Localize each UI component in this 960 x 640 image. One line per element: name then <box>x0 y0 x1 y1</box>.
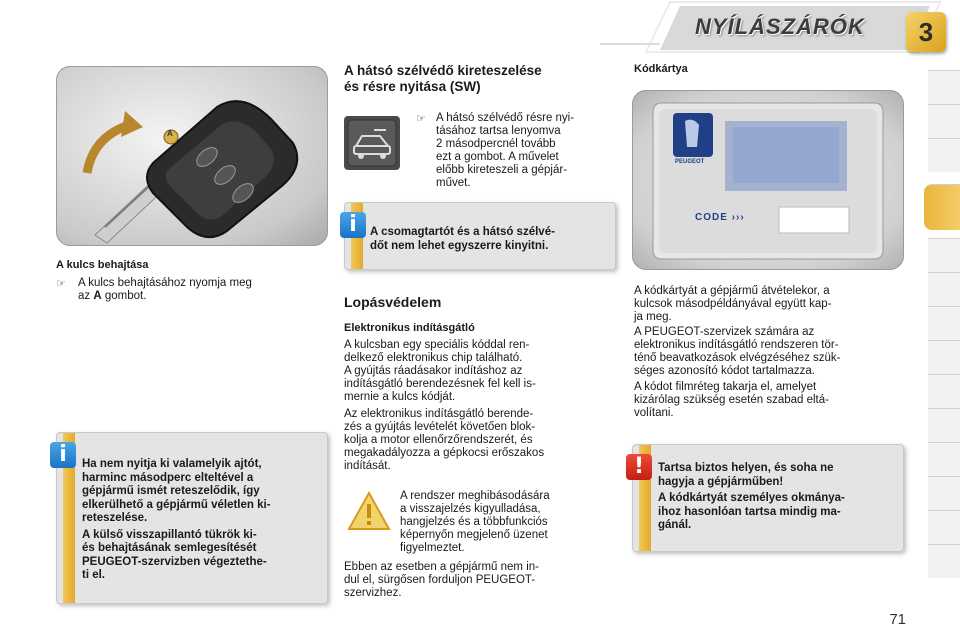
text-line: figyelmeztet. <box>400 542 465 554</box>
key-fold-line-2-suffix: gombot. <box>104 290 147 302</box>
heading-line: A hátsó szélvédő kireteszelése <box>344 63 542 78</box>
text-line: zés a gyújtás levételét követően blok- <box>344 421 536 433</box>
text-line: dul el, sürgősen forduljon PEUGEOT- <box>344 574 536 586</box>
chapter-tab[interactable] <box>928 476 960 510</box>
info-box-trunk-text <box>370 226 614 253</box>
immobiliser-para-2 <box>344 408 616 473</box>
text-line: A hátsó szélvédő résre nyi- <box>436 112 575 124</box>
chapter-tab[interactable] <box>928 238 960 272</box>
text-line: 2 másodpercnél tovább <box>436 138 556 150</box>
text-line: Az elektronikus indításgátló berende- <box>344 408 534 420</box>
info-line: PEUGEOT-szervizben végeztethe- <box>82 555 267 568</box>
code-card-para-1 <box>634 285 904 324</box>
text-line: A PEUGEOT-szervizek számára az <box>634 326 815 338</box>
warn-line: hagyja a gépjárműben! <box>658 475 784 488</box>
exclamation-icon: ! <box>626 454 652 480</box>
chapter-tab[interactable] <box>928 510 960 544</box>
key-fob-photo <box>56 66 328 246</box>
text-line: séges azonosító kódot tartalmazza. <box>634 365 815 377</box>
theft-protection-heading: Lopásvédelem <box>344 294 442 310</box>
immobiliser-para-1 <box>344 339 616 404</box>
pointer-bullet-icon: ☞ <box>416 113 426 125</box>
text-line: mernie a kulcs kódját. <box>344 391 456 403</box>
text-line: Ebben az esetben a gépjármű nem in- <box>344 561 539 573</box>
chapter-tab[interactable] <box>928 442 960 476</box>
info-icon: i <box>340 212 366 238</box>
text-line: művet. <box>436 177 471 189</box>
key-fold-line-2-prefix: az <box>78 290 91 302</box>
code-card-heading: Kódkártya <box>634 63 688 75</box>
warn-line: gánál. <box>658 519 692 531</box>
text-line: A kulcsban egy speciális kóddal ren- <box>344 339 530 351</box>
chapter-tab[interactable] <box>928 138 960 172</box>
chapter-tab[interactable] <box>928 544 960 578</box>
info-line: A csomagtartót és a hátsó szélvé- <box>370 226 555 238</box>
chapter-tab[interactable] <box>928 104 960 138</box>
warn-line: ihoz hasonlóan tartsa mindig ma- <box>658 505 841 518</box>
text-line: A kódot filmréteg takarja el, amelyet <box>634 381 817 393</box>
text-line: szervizhez. <box>344 587 402 599</box>
warn-line: Tartsa biztos helyen, és soha ne <box>658 462 834 474</box>
side-chapter-tabs <box>928 70 960 630</box>
text-line: ezt a gombot. A művelet <box>436 151 559 163</box>
text-line: indításgátló berendezésnek fel kell is- <box>344 378 536 390</box>
text-line: képernyőn megjelenő üzenet <box>400 529 548 541</box>
chapter-title: NYÍLÁSZÁRÓK <box>695 14 865 39</box>
chapter-tab[interactable] <box>928 70 960 104</box>
chapter-tab[interactable] <box>928 340 960 374</box>
info-box-doors-text <box>82 458 322 583</box>
info-line: gépjármű ismét reteszelődik, így <box>82 485 260 497</box>
info-line: elkerülhető a gépjármű véletlen ki- <box>82 498 271 511</box>
chapter-tab[interactable] <box>928 306 960 340</box>
code-card-brand: PEUGEOT <box>675 159 705 165</box>
chapter-number-badge: 3 <box>906 12 946 52</box>
chapter-tab-active[interactable] <box>924 184 960 230</box>
text-line: kolja a motor ellenőrzőrendszerét, és <box>344 434 533 446</box>
code-card-para-2 <box>634 326 904 378</box>
chapter-tab[interactable] <box>928 374 960 408</box>
text-line: megakadályozza a gépkocsi erőszakos <box>344 447 545 459</box>
pointer-bullet-icon: ☞ <box>56 278 66 290</box>
key-fold-text <box>78 277 328 303</box>
rear-window-text <box>436 112 616 190</box>
warn-line: A kódkártyát személyes okmánya- <box>658 492 845 504</box>
info-line: harminc másodperc elteltével a <box>82 471 254 484</box>
text-line: a visszajelzés kigyulladása, <box>400 503 541 515</box>
text-line: tásához tartsa lenyomva <box>436 125 561 137</box>
text-line: kulcsok másodpéldányával együtt kap- <box>634 298 832 310</box>
chapter-tab[interactable] <box>928 272 960 306</box>
info-line: ti el. <box>82 569 106 581</box>
info-icon: i <box>50 442 76 468</box>
rear-window-button-icon <box>344 116 400 170</box>
info-line: dőt nem lehet egyszerre kinyitni. <box>370 239 549 252</box>
code-card-code-label: CODE ››› <box>695 212 745 223</box>
code-label-text: CODE <box>695 212 728 223</box>
key-fold-line-2-bold: A <box>93 290 102 302</box>
info-line: és behajtásának semlegesítését <box>82 542 257 554</box>
immobiliser-heading: Elektronikus indításgátló <box>344 322 475 334</box>
key-fold-line-1: A kulcs behajtásához nyomja meg <box>78 277 252 289</box>
text-line: A rendszer meghibásodására <box>400 490 550 502</box>
rear-window-heading <box>344 63 614 95</box>
text-line: A gyújtás ráadásakor indításhoz az <box>344 365 523 377</box>
text-line: kizárólag szükség esetén szabad eltá- <box>634 394 829 406</box>
heading-line: és résre nyitása (SW) <box>344 79 481 94</box>
chapter-tab[interactable] <box>928 408 960 442</box>
immobiliser-para-3 <box>344 561 616 600</box>
text-line: volítani. <box>634 407 674 419</box>
text-line: elektronikus indításgátló rendszeren tör- <box>634 339 839 351</box>
code-card-para-3 <box>634 381 904 420</box>
text-line: előbb kireteszeli a gépjár- <box>436 164 568 176</box>
text-line: indítását. <box>344 460 391 472</box>
code-card-photo <box>632 90 904 270</box>
info-line: Ha nem nyitja ki valamelyik ajtót, <box>82 458 262 470</box>
page-number: 71 <box>889 611 906 628</box>
button-a-label: A <box>167 129 173 138</box>
warning-box-code-card-text <box>658 462 900 533</box>
text-line: A kódkártyát a gépjármű átvételekor, a <box>634 285 830 297</box>
text-line: hangjelzés és a többfunkciós <box>400 516 548 528</box>
info-line: A külső visszapillantó tükrök ki- <box>82 528 257 541</box>
warning-triangle-icon <box>346 490 392 532</box>
warning-text <box>400 490 616 555</box>
text-line: ja meg. <box>634 311 672 323</box>
text-line: ténő beavatkozások elvégzéséhez szük- <box>634 352 841 364</box>
key-fold-heading: A kulcs behajtása <box>56 259 149 271</box>
text-line: delkező elektronikus chip található. <box>344 352 523 364</box>
info-line: reteszelése. <box>82 512 148 524</box>
